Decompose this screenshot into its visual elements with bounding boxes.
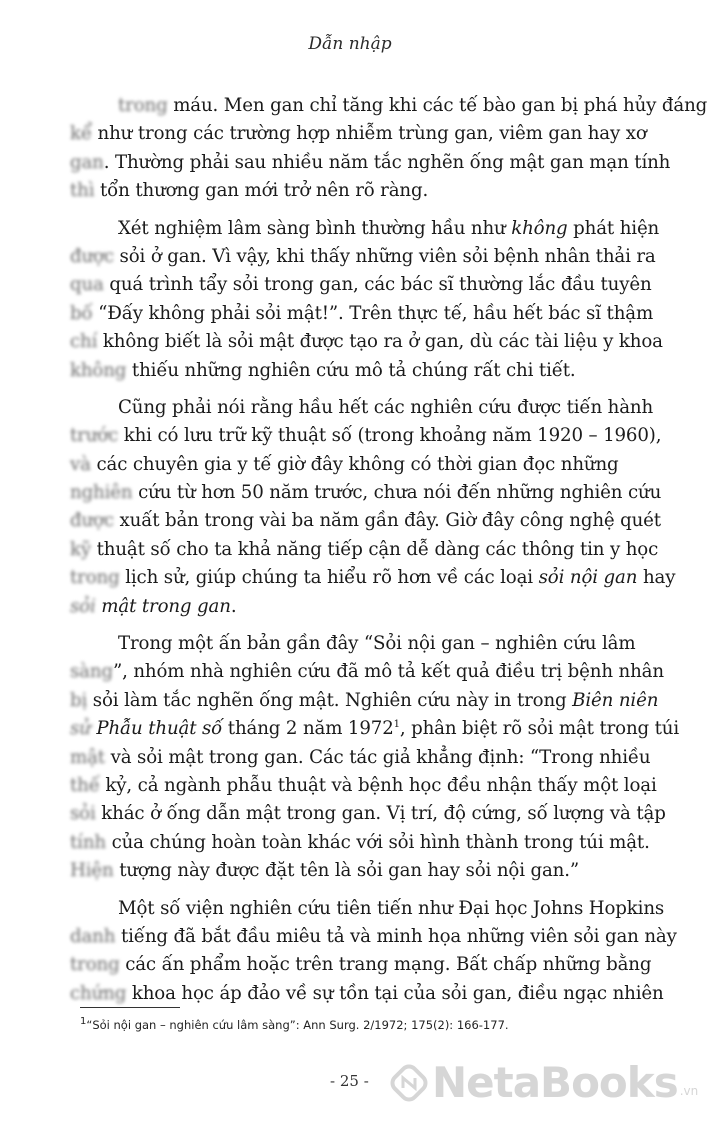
- text-line: [70, 394, 670, 422]
- line-lead: kỹ: [70, 538, 91, 560]
- line-text-after: .: [230, 595, 237, 617]
- text-line: [70, 658, 670, 686]
- line-em-lead: sỏi: [70, 595, 96, 617]
- line-text: máu. Men gan chỉ tăng khi các tế bào gan bị phá hủy đáng: [167, 95, 707, 116]
- line-text: sỏi ở gan. Vì vậy, khi thấy những viên sỏi bệnh nhân thải ra: [113, 245, 656, 267]
- line-text: Một số viện nghiên cứu tiên tiến như Đại học Johns Hopkins: [118, 897, 665, 919]
- text-line: [70, 177, 670, 205]
- line-text: Trong một ấn bản gần đây “Sỏi nội gan – nghiên cứu lâm: [118, 633, 636, 655]
- line-em: Phẫu thuật số: [90, 718, 223, 740]
- line-lead: trong: [70, 567, 120, 589]
- line-text: khi có lưu trữ kỹ thuật số (trong khoảng năm 1920 – 1960),: [118, 425, 662, 447]
- line-text: kỷ, cả ngành phẫu thuật và bệnh học đều nhận thấy một loại: [99, 774, 657, 796]
- line-text: ”, nhóm nhà nghiên cứu đã mô tả kết quả điều trị bệnh nhân: [112, 661, 664, 683]
- text-line: [70, 715, 680, 743]
- line-em: sỏi nội gan: [538, 567, 638, 589]
- line-text-after: phát hiện: [567, 217, 660, 239]
- paragraph-gap: [70, 621, 670, 630]
- line-text: như trong các trường hợp nhiễm trùng gan, viêm gan hay xơ: [91, 123, 647, 145]
- text-line: [70, 92, 707, 120]
- line-lead: chứng: [70, 982, 127, 1004]
- watermark-brand: NetaBooks: [432, 1058, 678, 1107]
- paragraph: [70, 630, 680, 886]
- text-line: [70, 772, 670, 800]
- text-line: [70, 744, 670, 772]
- text-line: [70, 630, 670, 658]
- text-line: [70, 593, 670, 621]
- text-line: [70, 564, 676, 592]
- text-line: [70, 980, 670, 1008]
- watermark: [392, 1058, 698, 1107]
- text-line: [70, 857, 670, 885]
- text-line: [70, 507, 670, 535]
- line-em: Biên niên: [572, 689, 659, 711]
- text-line: [70, 357, 670, 385]
- paragraph: [70, 394, 676, 621]
- netabooks-logo-icon: [392, 1066, 426, 1100]
- line-text: các ấn phẩm hoặc trên trang mạng. Bất chấp những bằng: [119, 954, 652, 976]
- line-em-lead: sử: [70, 718, 91, 740]
- line-lead: kể: [70, 123, 92, 145]
- paragraph: [70, 92, 707, 206]
- line-lead: sàng: [70, 661, 113, 683]
- line-text: tổn thương gan mới trở nên rõ ràng.: [94, 180, 429, 202]
- page-number: - 25 -: [330, 1072, 369, 1090]
- line-lead: được: [70, 510, 114, 532]
- text-line: [70, 328, 670, 356]
- line-text: khoa học áp đảo về sự tồn tại của sỏi gan, điều ngạc nhiên: [126, 982, 664, 1004]
- line-text: các chuyên gia y tế giờ đây không có thời gian đọc những: [90, 453, 619, 475]
- line-lead: và: [70, 453, 91, 475]
- line-lead: không: [70, 359, 127, 381]
- text-line: [70, 422, 670, 450]
- text-line: [70, 923, 677, 951]
- line-lead: qua: [70, 274, 104, 296]
- line-text: quá trình tẩy sỏi trong gan, các bác sĩ thường lắc đầu tuyên: [103, 274, 652, 296]
- line-text: thuật số cho ta khả năng tiếp cận dễ dàng các thông tin y học: [91, 538, 659, 560]
- line-text: và sỏi mật trong gan. Các tác giả khẳng định: “Trong nhiều: [104, 746, 651, 768]
- footnote: [80, 1018, 680, 1032]
- line-text: tượng này được đặt tên là sỏi gan hay sỏi nội gan.”: [113, 860, 580, 882]
- text-line: [70, 800, 670, 828]
- running-title: Dẫn nhập: [308, 34, 392, 54]
- line-lead: thì: [70, 180, 95, 202]
- text-line: [70, 451, 670, 479]
- line-lead: sỏi: [70, 803, 96, 825]
- text-line: [70, 149, 670, 177]
- paragraph: [70, 895, 677, 1009]
- line-text: Cũng phải nói rằng hầu hết các nghiên cứu được tiến hành: [118, 396, 654, 418]
- line-sup: 1: [393, 719, 400, 731]
- line-text-after2: , phân biệt rõ sỏi mật trong túi: [399, 718, 680, 740]
- line-lead: trong: [118, 95, 168, 116]
- text-line: [70, 479, 670, 507]
- text-line: [70, 120, 670, 148]
- line-lead: trước: [70, 425, 119, 447]
- line-text-after: tháng 2 năm 1972: [222, 718, 394, 740]
- line-lead: bố: [70, 302, 93, 324]
- line-text: của chúng hoàn toàn khác với sỏi hình thành trong túi mật.: [105, 831, 650, 853]
- body-text: [70, 92, 707, 1008]
- text-line: [70, 215, 670, 243]
- line-text: thiếu những nghiên cứu mô tả chúng rất chi tiết.: [126, 359, 576, 381]
- line-lead: danh: [70, 925, 116, 947]
- paragraph-gap: [70, 886, 670, 895]
- text-line: [70, 300, 670, 328]
- text-line: [70, 536, 670, 564]
- line-lead: mật: [70, 746, 105, 768]
- line-text-after: hay: [637, 567, 676, 589]
- text-line: [70, 895, 670, 923]
- text-line: [70, 687, 670, 715]
- text-line: [70, 243, 670, 271]
- line-text: lịch sử, giúp chúng ta hiểu rõ hơn về các loại: [119, 567, 539, 589]
- line-lead: nghiên: [70, 482, 133, 504]
- line-lead: trong: [70, 954, 120, 976]
- line-em: mật trong gan: [95, 595, 231, 617]
- line-em: không: [511, 217, 568, 239]
- line-text: không biết là sỏi mật được tạo ra ở gan, dù các tài liệu y khoa: [97, 331, 663, 353]
- footnote-divider: [80, 1007, 180, 1008]
- text-line: [70, 271, 670, 299]
- line-text: Xét nghiệm lâm sàng bình thường hầu như: [118, 217, 512, 239]
- line-text: sỏi làm tắc nghẽn ống mật. Nghiên cứu này in trong: [87, 689, 573, 711]
- line-lead: thế: [70, 774, 100, 796]
- text-line: [70, 829, 670, 857]
- paragraph-gap: [70, 385, 670, 394]
- footnote-text: “Sỏi nội gan – nghiên cứu lâm sàng”: Ann Surg. 2/1972; 175(2): 166-177.: [86, 1018, 509, 1032]
- line-text: tiếng đã bắt đầu miêu tả và minh họa những viên sỏi gan này: [115, 925, 677, 947]
- line-lead: gan: [70, 151, 104, 173]
- line-text: “Đấy không phải sỏi mật!”. Trên thực tế, hầu hết bác sĩ thậm: [92, 302, 654, 324]
- paragraph-gap: [70, 206, 670, 215]
- text-line: [70, 951, 670, 979]
- line-text: xuất bản trong vài ba năm gần đây. Giờ đây công nghệ quét: [113, 510, 661, 532]
- line-lead: Hiện: [70, 860, 114, 882]
- line-text: . Thường phải sau nhiều năm tắc nghẽn ống mật gan mạn tính: [103, 151, 671, 173]
- paragraph: [70, 215, 670, 385]
- line-lead: chí: [70, 331, 98, 353]
- line-lead: tính: [70, 831, 106, 853]
- footnote-marker: 1: [80, 1016, 87, 1028]
- line-lead: được: [70, 245, 114, 267]
- line-text: khác ở ống dẫn mật trong gan. Vị trí, độ cứng, số lượng và tập: [95, 803, 666, 825]
- watermark-suffix: .vn: [679, 1083, 699, 1098]
- line-text: cứu từ hơn 50 năm trước, chưa nói đến những nghiên cứu: [132, 482, 662, 504]
- line-lead: bị: [70, 689, 88, 711]
